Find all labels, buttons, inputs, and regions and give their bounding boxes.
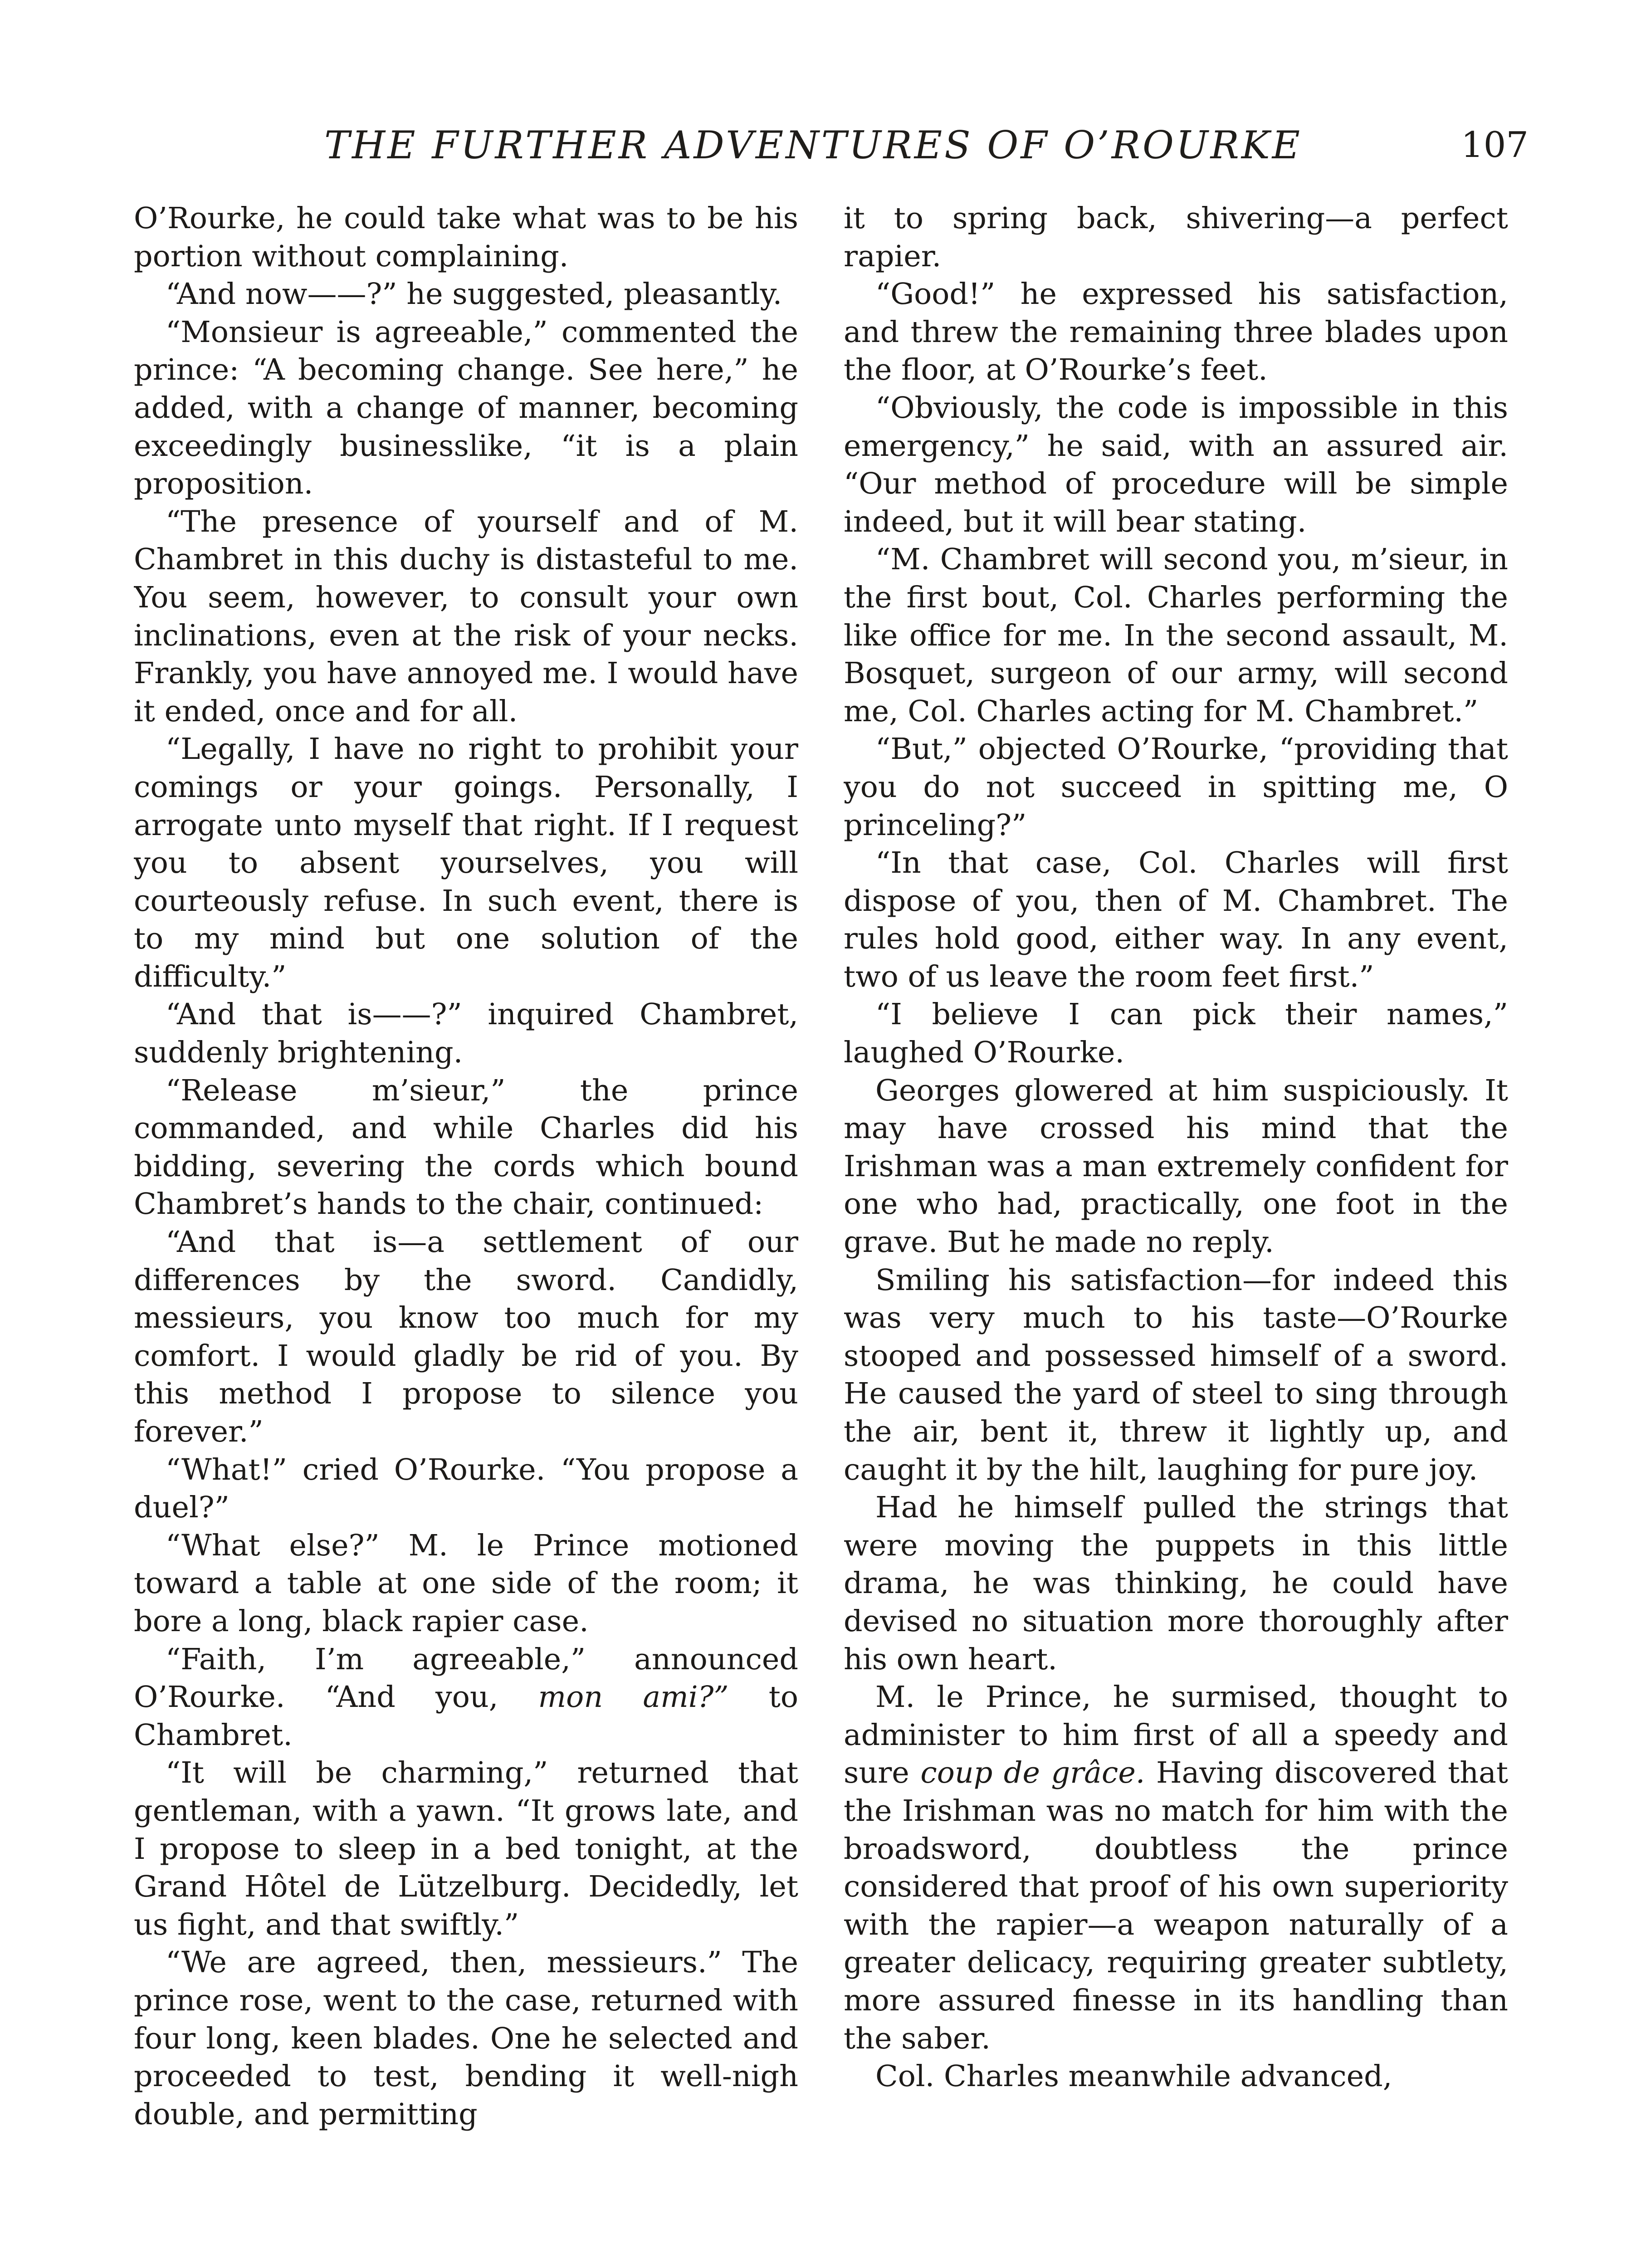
paragraph-text: “M. Chambret will second you, m’sieur, in the first bout, Col. Charles performing the like office for me. In the second assault, M. Bosquet, surgeon of our army, will second me, Col. Charles acting for M. Chambret.” xyxy=(844,543,1508,728)
paragraph xyxy=(134,996,798,1071)
paragraph-text: it to spring back, shivering—a perfect rapier. xyxy=(844,201,1508,274)
left-text-column xyxy=(134,200,798,2268)
paragraph xyxy=(844,200,1508,275)
paragraph-text: “Obviously, the code is impossible in this emergency,” he said, with an assured air. “Our method of procedure will be simple indeed, but it will bear stating. xyxy=(844,391,1508,539)
paragraph xyxy=(844,1261,1508,1489)
paragraph-text: O’Rourke, he could take what was to be his portion without complaining. xyxy=(134,201,798,274)
paragraph xyxy=(134,1072,798,1223)
paragraph-text: “In that case, Col. Charles will first dispose of you, then of M. Chambret. The rules hold good, either way. In any event, two of us leave the room feet first.” xyxy=(844,846,1508,994)
paragraph xyxy=(134,1223,798,1451)
paragraph-text: Col. Charles meanwhile advanced, xyxy=(875,2059,1392,2094)
paragraph-text: Had he himself pulled the strings that were moving the puppets in this little drama, he was thinking, he could have devised no situation more thoroughly after his own heart. xyxy=(844,1491,1508,1677)
page-header xyxy=(134,116,1529,175)
paragraph-text: “Good!” he expressed his satisfaction, and threw the remaining three blades upon the floor, at O’Rourke’s feet. xyxy=(844,277,1508,387)
page-number: 107 xyxy=(1461,125,1529,166)
paragraph-text: “And that is——?” inquired Chambret, suddenly brightening. xyxy=(134,997,798,1070)
paragraph-text: “But,” objected O’Rourke, “providing that you do not succeed in spitting me, O princeling?” xyxy=(844,732,1508,842)
paragraph xyxy=(844,730,1508,844)
paragraph-text-continued: to Chambret. xyxy=(134,1680,798,1752)
paragraph xyxy=(134,1944,798,2133)
right-text-column xyxy=(844,200,1508,2268)
italic-phrase: mon ami?” xyxy=(538,1680,729,1715)
running-title: THE FURTHER ADVENTURES OF O’ROURKE xyxy=(324,123,1302,167)
paragraph xyxy=(134,313,798,503)
paragraph-text: “It will be charming,” returned that gentleman, with a yawn. “It grows late, and I propose to sleep in a bed tonight, at the Grand Hôtel de Lützelburg. Decidedly, let us fight, and that swiftly.” xyxy=(134,1756,798,1942)
paragraph-text: “What!” cried O’Rourke. “You propose a duel?” xyxy=(134,1452,798,1525)
paragraph-text: “Faith, I’m agreeable,” announced O’Rourke. “And you, xyxy=(134,1642,798,1715)
paragraph-text: “What else?” M. le Prince motioned toward a table at one side of the room; it bore a long, black rapier case. xyxy=(134,1528,798,1638)
paragraph xyxy=(134,1754,798,1944)
paragraph xyxy=(134,1527,798,1641)
paragraph xyxy=(844,275,1508,389)
paragraph-text: “Monsieur is agreeable,” commented the prince: “A becoming change. See here,” he added, with a change of manner, becoming exceedingly businesslike, “it is a plain proposition. xyxy=(134,315,798,501)
paragraph xyxy=(134,503,798,731)
paragraph xyxy=(844,1489,1508,1678)
paragraph xyxy=(844,996,1508,1071)
paragraph-text: “Release m’sieur,” the prince commanded, and while Charles did his bidding, severing the cords which bound Chambret’s hands to the chair, continued: xyxy=(134,1073,798,1222)
paragraph xyxy=(134,200,798,275)
paragraph-text: Georges glowered at him suspiciously. It may have crossed his mind that the Irishman was a man extremely confident for one who had, practically, one foot in the grave. But he made no reply. xyxy=(844,1073,1508,1260)
paragraph-text: “Legally, I have no right to prohibit your comings or your goings. Personally, I arrogate unto myself that right. If I request you to absent yourselves, you will courteously refuse. In such event, there is to my mind but one solution of the difficulty.” xyxy=(134,732,798,994)
paragraph xyxy=(844,541,1508,730)
italic-phrase: coup de grâce. xyxy=(920,1756,1145,1790)
paragraph-text: “And now——?” he suggested, pleasantly. xyxy=(166,277,782,312)
paragraph xyxy=(844,1072,1508,1261)
paragraph xyxy=(844,1678,1508,2058)
paragraph-text: “The presence of yourself and of M. Chambret in this duchy is distasteful to me. You seem, however, to consult your own inclinations, even at the risk of your necks. Frankly, you have annoyed me. I would have it ended, once and for all. xyxy=(134,504,798,728)
paragraph xyxy=(844,2058,1508,2096)
paragraph-text: “I believe I can pick their names,” laughed O’Rourke. xyxy=(844,997,1508,1070)
paragraph xyxy=(134,1641,798,1755)
paragraph-text: “And that is—a settlement of our differences by the sword. Candidly, messieurs, you know too much for my comfort. I would gladly be rid of you. By this method I propose to silence you forever.” xyxy=(134,1225,798,1449)
paragraph xyxy=(134,275,798,313)
paragraph xyxy=(134,1451,798,1527)
paragraph-text: “We are agreed, then, messieurs.” The prince rose, went to the case, returned with four long, keen blades. One he selected and proceeded to test, bending it well-nigh double, and permitting xyxy=(134,1945,798,2131)
paragraph xyxy=(134,730,798,996)
paragraph-text: Smiling his satisfaction—for indeed this was very much to his taste—O’Rourke stooped and possessed himself of a sword. He caused the yard of steel to sing through the air, bent it, threw it lightly up, and caught it by the hilt, laughing for pure joy. xyxy=(844,1263,1508,1487)
paragraph xyxy=(844,389,1508,541)
paragraph xyxy=(844,844,1508,996)
paragraph-text: M. le Prince, he surmised, thought to administer to him first of all a speedy and sure xyxy=(844,1680,1508,1790)
paragraph-text-continued: Having discovered that the Irishman was no match for him with the broadsword, doubtless the prince considered that proof of his own superiority with the rapier—a weapon naturally of a greater delicacy, requiring greater subtlety, more assured finesse in its handling than the saber. xyxy=(844,1756,1508,2056)
